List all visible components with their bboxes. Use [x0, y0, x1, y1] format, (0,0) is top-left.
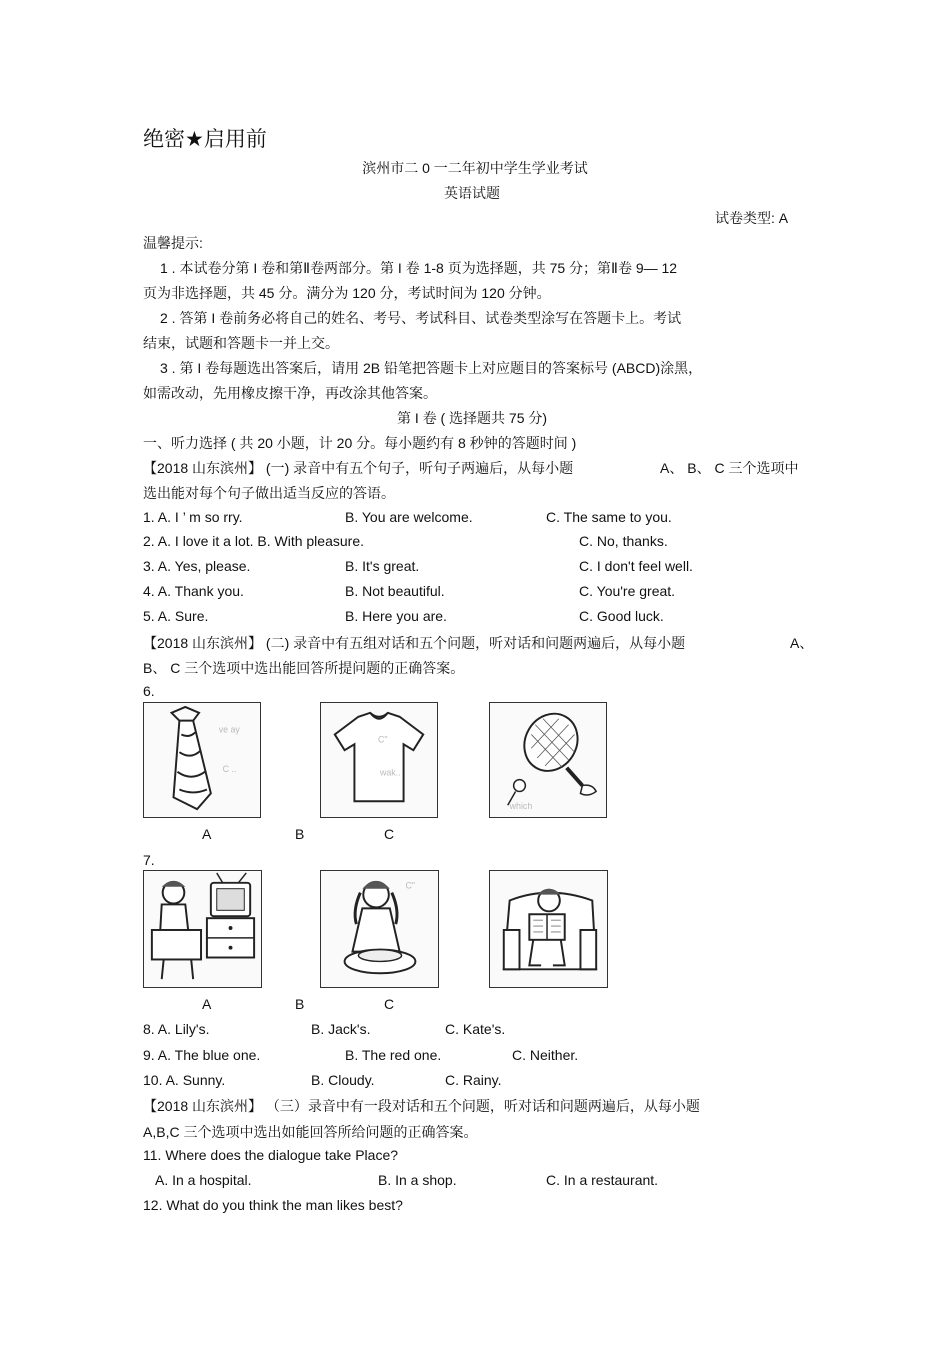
q8-option-b: B. Jack's.	[311, 1021, 371, 1037]
q3-option-c: C. I don't feel well.	[579, 558, 693, 574]
svg-text:which: which	[509, 801, 533, 812]
q1-option-b: B. You are welcome.	[345, 509, 473, 525]
sub2-line-1-end: A、	[790, 635, 814, 651]
notice-item-1-line-2: 页为非选择题，共 45 分。满分为 120 分，考试时间为 120 分钟。	[143, 285, 551, 301]
q8-option-c: C. Kate's.	[445, 1021, 506, 1037]
notice-item-3-line-1: 3 . 第 I 卷每题选出答案后，请用 2B 铅笔把答题卡上对应题目的答案标号 (ABCD)涂黑，	[160, 360, 703, 376]
svg-text:C ..: C ..	[222, 763, 237, 774]
svg-text:ve ay: ve ay	[218, 724, 240, 735]
secret-mark: 绝密★启用前	[143, 127, 267, 151]
q11-option-c: C. In a restaurant.	[546, 1172, 659, 1188]
q8-option-a: 8. A. Lily's.	[143, 1021, 210, 1037]
paper-type: 试卷类型: A	[715, 210, 789, 226]
notice-heading: 温馨提示:	[143, 235, 203, 251]
q3-option-b: B. It's great.	[345, 558, 420, 574]
tennis-racket-picture	[489, 702, 607, 818]
q5-option-c: C. Good luck.	[579, 608, 664, 624]
notice-item-2-line-1: 2 . 答第 I 卷前务必将自己的姓名、考号、考试科目、试卷类型涂写在答题卡上。考试	[160, 310, 682, 326]
q11-option-a: A. In a hospital.	[155, 1172, 252, 1188]
section1-title: 一、听力选择 ( 共 20 小题，计 20 分。每小题约有 8 秒钟的答题时间 )	[143, 435, 577, 451]
sub2-line-1: 【2018 山东滨州】 (二) 录音中有五组对话和五个问题，听对话和问题两遍后，从每小题	[143, 635, 686, 651]
q11-option-b: B. In a shop.	[378, 1172, 457, 1188]
notice-item-1-line-1: 1 . 本试卷分第 I 卷和第Ⅱ卷两部分。第 I 卷 1-8 页为选择题，共 75 分；第Ⅱ卷 9— 12	[160, 260, 678, 276]
sub1-line-1: 【2018 山东滨州】 (一) 录音中有五个句子，听句子两遍后，从每小题	[143, 460, 574, 476]
q10-option-c: C. Rainy.	[445, 1072, 502, 1088]
q9-option-c: C. Neither.	[512, 1047, 579, 1063]
sub2-line-2: B、 C 三个选项中选出能回答所提问题的正确答案。	[143, 660, 465, 676]
svg-text:wak..: wak..	[379, 767, 401, 778]
q6-label-b: B	[295, 826, 305, 842]
girl-watching-tv-picture	[143, 870, 262, 988]
q12-question: 12. What do you think the man likes best?	[143, 1197, 403, 1213]
q4-option-a: 4. A. Thank you.	[143, 583, 244, 599]
subject-title: 英语试题	[444, 185, 500, 201]
q10-option-b: B. Cloudy.	[311, 1072, 375, 1088]
q6-number: 6.	[143, 683, 155, 699]
sub3-line-1: 【2018 山东滨州】 （三）录音中有一段对话和五个问题，听对话和问题两遍后，从每小题	[143, 1098, 700, 1114]
q7-label-c: C	[384, 996, 395, 1012]
q4-option-c: C. You're great.	[579, 583, 676, 599]
q5-option-b: B. Here you are.	[345, 608, 447, 624]
q11-question: 11. Where does the dialogue take Place?	[143, 1147, 399, 1163]
notice-item-2-line-2: 结束，试题和答题卡一并上交。	[143, 335, 339, 351]
q1-option-c: C. The same to you.	[546, 509, 672, 525]
q9-option-a: 9. A. The blue one.	[143, 1047, 261, 1063]
q7-label-a: A	[202, 996, 212, 1012]
q1-option-a: 1. A. I ’ m so rry.	[143, 509, 243, 525]
svg-text:C": C"	[378, 734, 388, 745]
q2-option-c: C. No, thanks.	[579, 533, 668, 549]
q7-number: 7.	[143, 852, 155, 868]
exam-title: 滨州市二 0 一二年初中学生学业考试	[362, 160, 588, 176]
q2-option-a: 2. A. I love it a lot. B. With pleasure.	[143, 533, 364, 549]
sub1-line-1-end: A、 B、 C 三个选项中	[660, 460, 799, 476]
q5-option-a: 5. A. Sure.	[143, 608, 209, 624]
q6-label-c: C	[384, 826, 395, 842]
q7-label-b: B	[295, 996, 305, 1012]
sub1-line-2: 选出能对每个句子做出适当反应的答语。	[143, 485, 395, 501]
girl-washing-clothes-picture	[320, 870, 439, 988]
sub3-line-2: A,B,C 三个选项中选出如能回答所给问题的正确答案。	[143, 1124, 478, 1140]
part1-title: 第 I 卷 ( 选择题共 75 分)	[396, 410, 548, 426]
q3-option-a: 3. A. Yes, please.	[143, 558, 251, 574]
svg-text:C": C"	[405, 880, 416, 891]
q4-option-b: B. Not beautiful.	[345, 583, 445, 599]
tie-picture	[143, 702, 261, 818]
tshirt-picture	[320, 702, 438, 818]
girl-reading-book-picture	[489, 870, 608, 988]
q6-label-a: A	[202, 826, 212, 842]
notice-item-3-line-2: 如需改动，先用橡皮擦干净，再改涂其他答案。	[143, 385, 437, 401]
q10-option-a: 10. A. Sunny.	[143, 1072, 226, 1088]
q9-option-b: B. The red one.	[345, 1047, 442, 1063]
